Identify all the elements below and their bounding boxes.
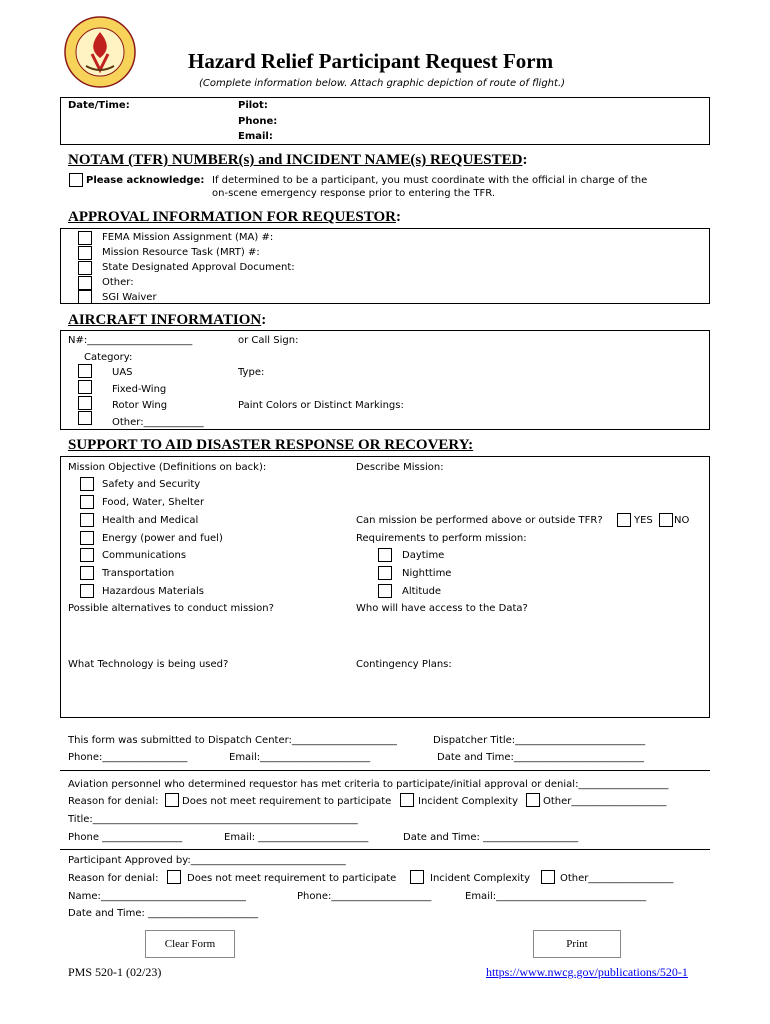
energy-checkbox[interactable] bbox=[80, 531, 94, 545]
mrt-checkbox[interactable] bbox=[78, 246, 92, 260]
notam-heading: NOTAM (TFR) NUMBER(s) and INCIDENT NAME(s) REQUESTED: bbox=[68, 152, 528, 168]
dispatch-date-time-field[interactable]: Date and Time:__________________________ bbox=[437, 752, 644, 763]
acknowledge-text-1: If determined to be a participant, you must coordinate with the official in charge of the bbox=[212, 175, 648, 186]
publication-link[interactable]: https://www.nwcg.gov/publications/520-1 bbox=[486, 965, 688, 979]
aviation-phone-field[interactable]: Phone ________________ bbox=[68, 832, 183, 843]
aircraft-heading: AIRCRAFT INFORMATION: bbox=[68, 312, 267, 328]
daytime-checkbox[interactable] bbox=[378, 548, 392, 562]
divider bbox=[60, 849, 710, 850]
energy-label: Energy (power and fuel) bbox=[102, 533, 223, 544]
divider bbox=[60, 770, 710, 771]
page-subtitle: (Complete information below. Attach graphic depiction of route of flight.) bbox=[199, 78, 566, 89]
aircraft-other-checkbox[interactable] bbox=[78, 411, 92, 425]
pilot-label: Pilot: bbox=[238, 100, 268, 111]
alternatives-label: Possible alternatives to conduct mission? bbox=[68, 603, 274, 614]
aircraft-other-label: Other:____________ bbox=[112, 417, 204, 428]
aviation-other-label: Other___________________ bbox=[543, 796, 667, 807]
rotor-wing-checkbox[interactable] bbox=[78, 396, 92, 410]
altitude-label: Altitude bbox=[402, 586, 442, 597]
clear-form-button[interactable]: Clear Form bbox=[145, 930, 235, 958]
nighttime-checkbox[interactable] bbox=[378, 566, 392, 580]
tfr-yes-checkbox[interactable] bbox=[617, 513, 631, 527]
rotor-wing-label: Rotor Wing bbox=[112, 400, 168, 411]
aviation-not-meet-label: Does not meet requirement to participate bbox=[182, 796, 392, 807]
participant-complexity-label: Incident Complexity bbox=[430, 873, 530, 884]
approval-other-checkbox[interactable] bbox=[78, 276, 92, 290]
call-sign-label: or Call Sign: bbox=[238, 335, 299, 346]
requirements-label: Requirements to perform mission: bbox=[356, 533, 527, 544]
food-water-checkbox[interactable] bbox=[80, 495, 94, 509]
state-approval-checkbox[interactable] bbox=[78, 261, 92, 275]
nighttime-label: Nighttime bbox=[402, 568, 452, 579]
daytime-label: Daytime bbox=[402, 550, 445, 561]
acknowledge-label: Please acknowledge: bbox=[86, 175, 205, 186]
participant-date-time-field[interactable]: Date and Time: ______________________ bbox=[68, 908, 259, 919]
dispatch-center-field[interactable]: This form was submitted to Dispatch Center:_____________________ bbox=[68, 735, 397, 746]
fixed-wing-label: Fixed-Wing bbox=[112, 384, 167, 395]
print-button[interactable]: Print bbox=[533, 930, 621, 958]
health-medical-label: Health and Medical bbox=[102, 515, 199, 526]
transportation-checkbox[interactable] bbox=[80, 566, 94, 580]
participant-other-label: Other_________________ bbox=[560, 873, 674, 884]
food-water-label: Food, Water, Shelter bbox=[102, 497, 205, 508]
communications-label: Communications bbox=[102, 550, 187, 561]
tfr-no-checkbox[interactable] bbox=[659, 513, 673, 527]
email-label: Email: bbox=[238, 131, 273, 142]
safety-security-checkbox[interactable] bbox=[80, 477, 94, 491]
acknowledge-text-2: on-scene emergency response prior to entering the TFR. bbox=[212, 188, 496, 199]
approval-heading: APPROVAL INFORMATION FOR REQUESTOR: bbox=[68, 209, 401, 225]
form-number: PMS 520-1 (02/23) bbox=[68, 965, 162, 979]
aviation-complexity-checkbox[interactable] bbox=[400, 793, 414, 807]
communications-checkbox[interactable] bbox=[80, 548, 94, 562]
contingency-label: Contingency Plans: bbox=[356, 659, 452, 670]
transportation-label: Transportation bbox=[102, 568, 175, 579]
participant-complexity-checkbox[interactable] bbox=[410, 870, 424, 884]
participant-other-checkbox[interactable] bbox=[541, 870, 555, 884]
aviation-other-checkbox[interactable] bbox=[526, 793, 540, 807]
dispatch-email-field[interactable]: Email:______________________ bbox=[229, 752, 371, 763]
approval-other-label: Other: bbox=[102, 277, 134, 288]
aviation-personnel-field[interactable]: Aviation personnel who determined requestor has met criteria to participate/initial approval or denial:__________________ bbox=[68, 779, 669, 790]
data-access-label: Who will have access to the Data? bbox=[356, 603, 528, 614]
hazardous-materials-label: Hazardous Materials bbox=[102, 586, 204, 597]
aviation-complexity-label: Incident Complexity bbox=[418, 796, 518, 807]
fema-ma-checkbox[interactable] bbox=[78, 231, 92, 245]
participant-reason-label: Reason for denial: bbox=[68, 873, 159, 884]
participant-not-meet-label: Does not meet requirement to participate bbox=[187, 873, 397, 884]
n-number-field[interactable]: N#:_____________________ bbox=[68, 335, 193, 346]
tfr-question-label: Can mission be performed above or outside TFR? bbox=[356, 515, 603, 526]
tfr-no-label: NO bbox=[674, 515, 690, 526]
paint-markings-label: Paint Colors or Distinct Markings: bbox=[238, 400, 404, 411]
sgi-waiver-checkbox[interactable] bbox=[78, 290, 92, 304]
aviation-date-time-field[interactable]: Date and Time: ___________________ bbox=[403, 832, 579, 843]
participant-phone-field[interactable]: Phone:____________________ bbox=[297, 891, 432, 902]
altitude-checkbox[interactable] bbox=[378, 584, 392, 598]
participant-approved-field[interactable]: Participant Approved by:_______________________________ bbox=[68, 855, 346, 866]
phone-label: Phone: bbox=[238, 116, 278, 127]
fema-ma-label: FEMA Mission Assignment (MA) #: bbox=[102, 232, 274, 243]
sgi-waiver-label: SGI Waiver bbox=[102, 292, 157, 303]
fixed-wing-checkbox[interactable] bbox=[78, 380, 92, 394]
category-label: Category: bbox=[84, 352, 133, 363]
uas-label: UAS bbox=[112, 367, 133, 378]
acknowledge-checkbox[interactable] bbox=[69, 173, 83, 187]
date-pilot-box bbox=[60, 97, 710, 145]
dispatcher-title-field[interactable]: Dispatcher Title:__________________________ bbox=[433, 735, 646, 746]
aviation-not-meet-checkbox[interactable] bbox=[165, 793, 179, 807]
participant-not-meet-checkbox[interactable] bbox=[167, 870, 181, 884]
uas-checkbox[interactable] bbox=[78, 364, 92, 378]
participant-email-field[interactable]: Email:______________________________ bbox=[465, 891, 647, 902]
safety-security-label: Safety and Security bbox=[102, 479, 201, 490]
aviation-email-field[interactable]: Email: ______________________ bbox=[224, 832, 369, 843]
describe-mission-label: Describe Mission: bbox=[356, 462, 444, 473]
hazardous-materials-checkbox[interactable] bbox=[80, 584, 94, 598]
type-label: Type: bbox=[238, 367, 265, 378]
state-approval-label: State Designated Approval Document: bbox=[102, 262, 295, 273]
dispatch-phone-field[interactable]: Phone:_________________ bbox=[68, 752, 188, 763]
date-time-label: Date/Time: bbox=[68, 100, 130, 111]
mrt-label: Mission Resource Task (MRT) #: bbox=[102, 247, 260, 258]
participant-name-field[interactable]: Name:_____________________________ bbox=[68, 891, 246, 902]
health-medical-checkbox[interactable] bbox=[80, 513, 94, 527]
technology-label: What Technology is being used? bbox=[68, 659, 229, 670]
tfr-yes-label: YES bbox=[634, 515, 653, 526]
support-heading: SUPPORT TO AID DISASTER RESPONSE OR RECOVERY: bbox=[68, 437, 474, 453]
mission-objective-label: Mission Objective (Definitions on back): bbox=[68, 462, 267, 473]
page-title: Hazard Relief Participant Request Form bbox=[188, 49, 554, 73]
aviation-title-field[interactable]: Title:_____________________________________________________ bbox=[68, 814, 358, 825]
nwcg-seal-logo bbox=[62, 14, 138, 90]
aviation-reason-label: Reason for denial: bbox=[68, 796, 159, 807]
